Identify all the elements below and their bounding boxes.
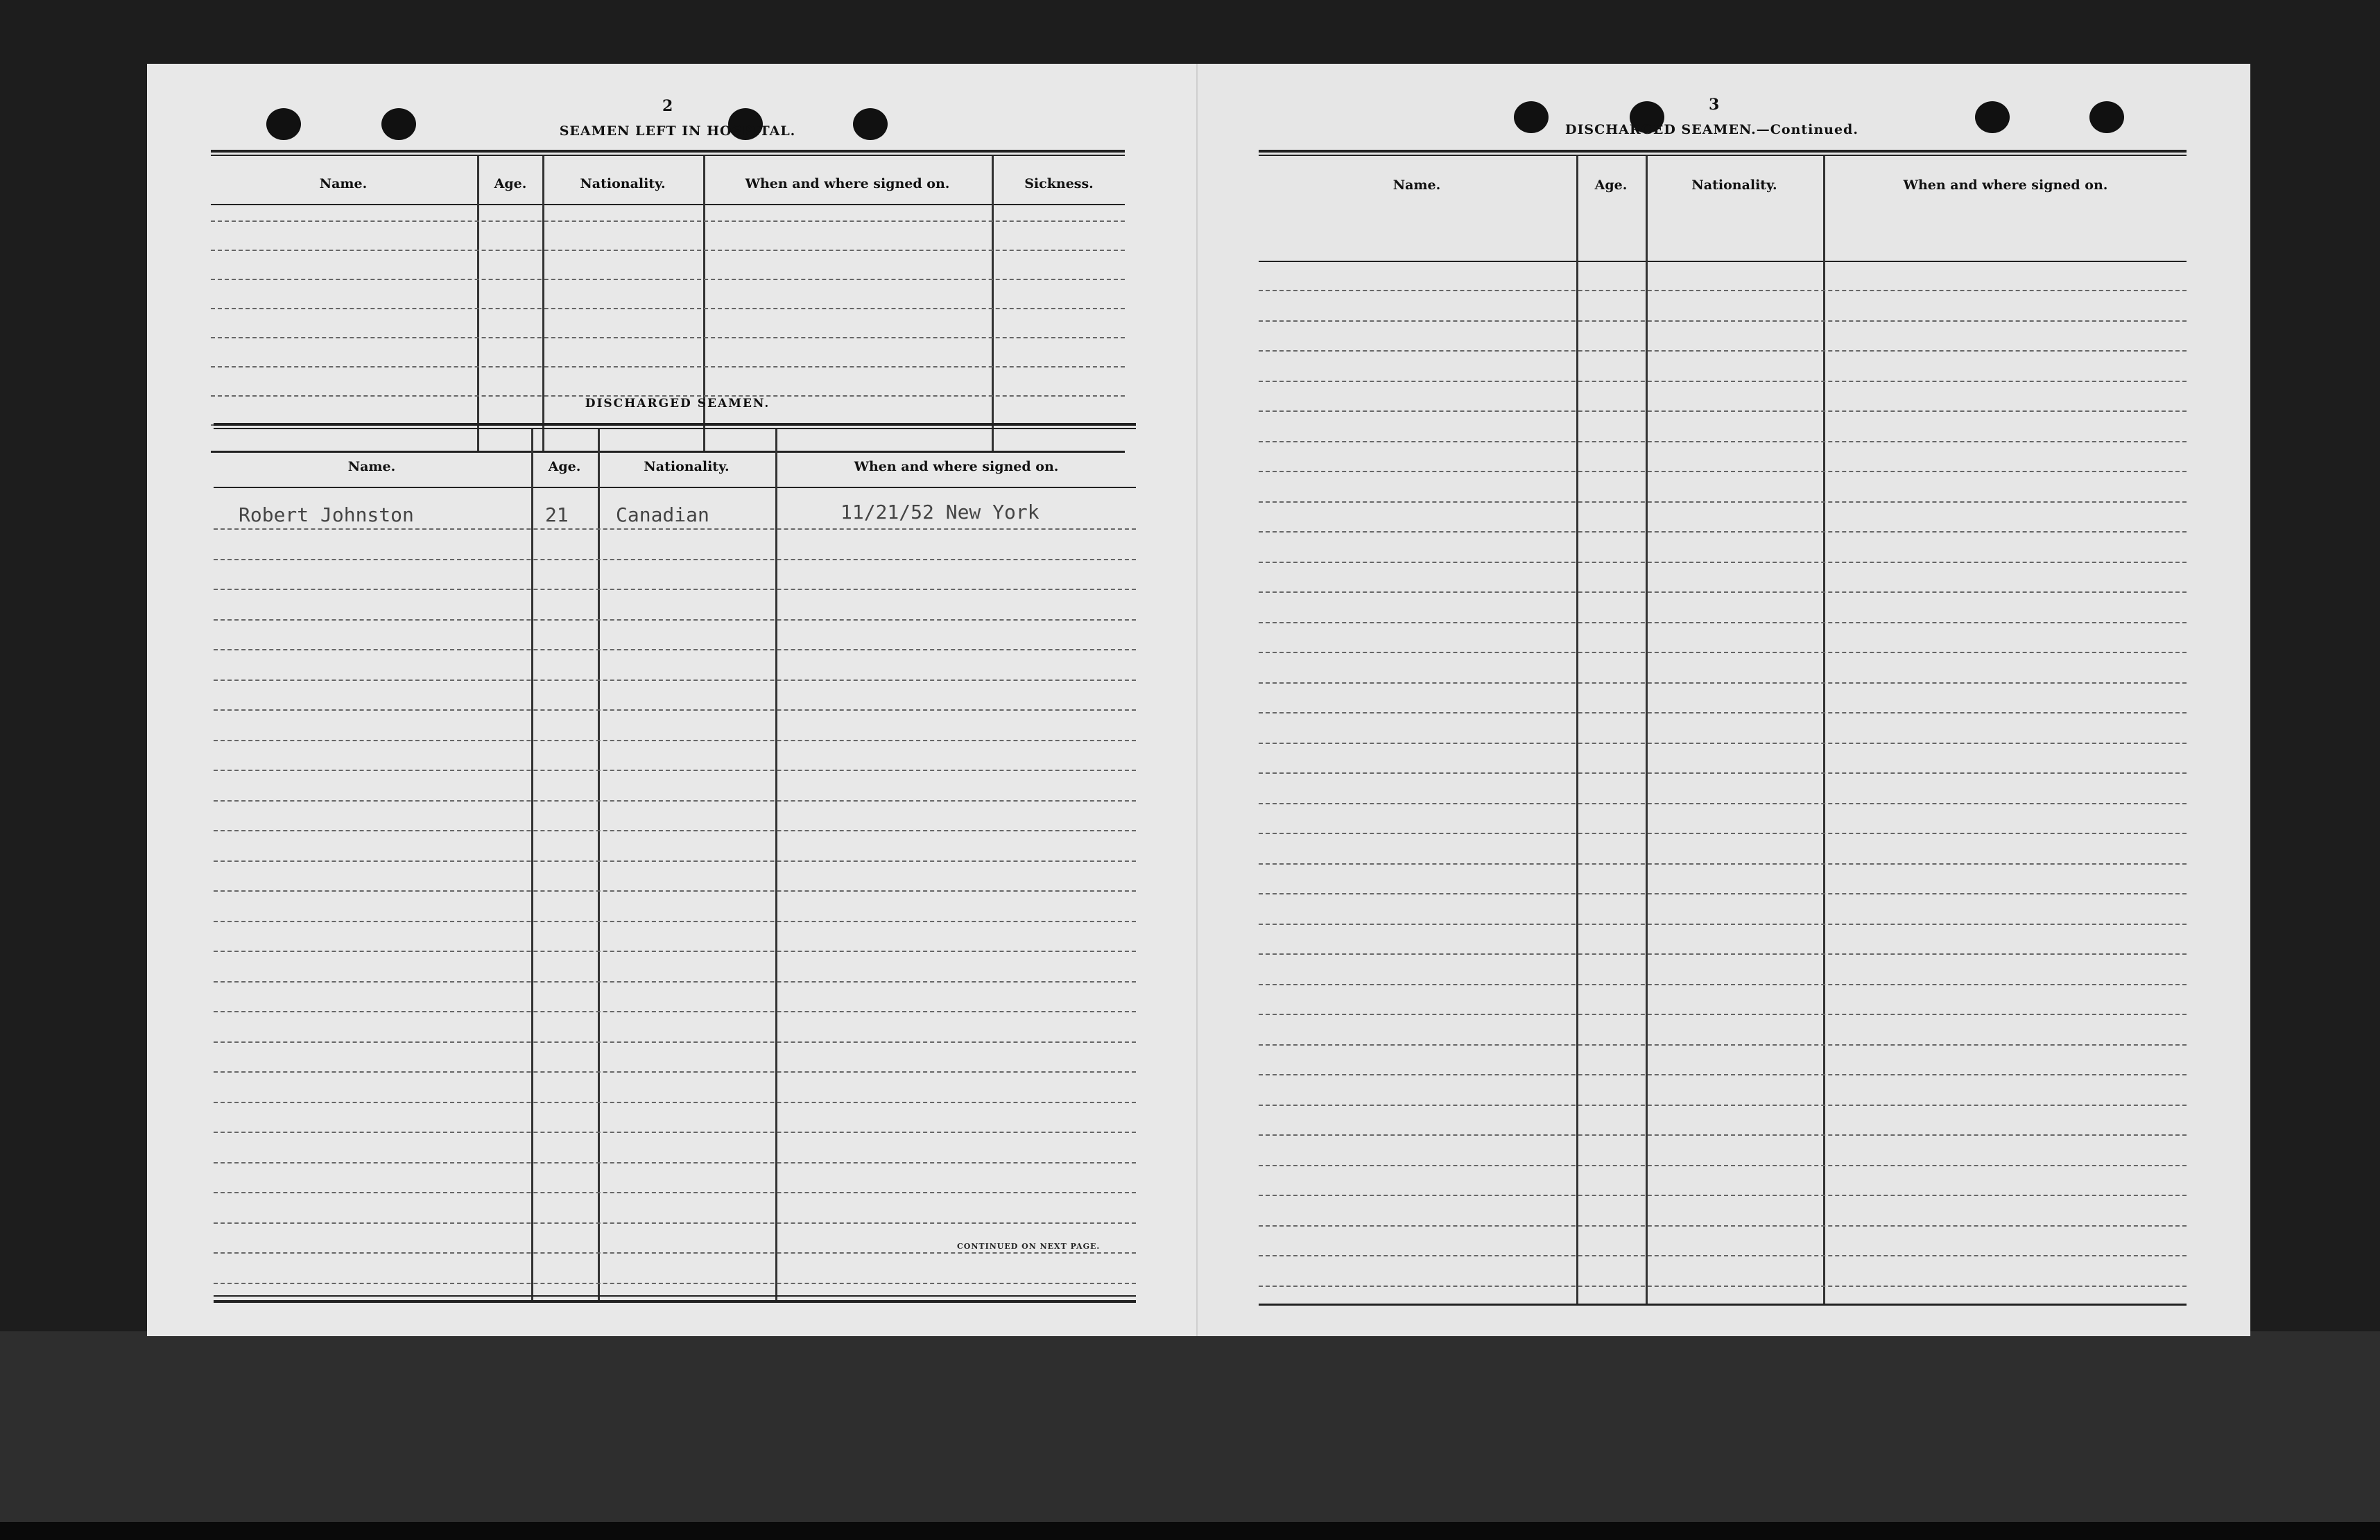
column-header-name: Name.: [347, 459, 396, 474]
column-divider: [1646, 156, 1648, 1304]
background-band: [0, 1331, 2380, 1522]
row-line: [214, 619, 1136, 621]
seaman-name: Robert Johnston: [239, 503, 414, 526]
row-line: [211, 337, 1125, 338]
discharged-table: [214, 423, 1136, 1307]
column-header-name: Name.: [1392, 178, 1441, 193]
section-title: DISCHARGED SEAMEN.—Continued.: [1565, 122, 1859, 137]
row-line: [1259, 471, 2187, 472]
row-line: [1259, 953, 2187, 955]
row-line: [214, 951, 1136, 952]
table-top-rule: [214, 428, 1136, 429]
row-line: [214, 1132, 1136, 1133]
table-top-rule: [211, 150, 1125, 153]
row-line: [214, 1283, 1136, 1284]
punch-hole: [1975, 101, 2010, 133]
background-edge: [0, 1522, 2380, 1540]
continued-note: CONTINUED ON NEXT PAGE.: [957, 1242, 1101, 1251]
table-bottom-rule: [214, 1300, 1136, 1303]
row-line: [1259, 1225, 2187, 1227]
column-header-signed-on: When and where signed on.: [1903, 178, 2108, 193]
row-line: [214, 890, 1136, 892]
table-top-rule: [211, 155, 1125, 156]
row-line: [1259, 501, 2187, 503]
table-top-rule: [1259, 150, 2187, 153]
row-line: [214, 1192, 1136, 1193]
row-line: [214, 1252, 1136, 1254]
row-line: [214, 921, 1136, 922]
row-line: [214, 740, 1136, 741]
column-header-nationality: Nationality.: [1691, 178, 1777, 193]
row-line: [214, 528, 1136, 530]
row-line: [1259, 833, 2187, 834]
row-line: [1259, 290, 2187, 291]
row-line: [1259, 1074, 2187, 1075]
column-divider: [477, 156, 479, 453]
row-line: [1259, 410, 2187, 412]
right-page: [1198, 64, 2250, 1336]
table-top-rule: [1259, 155, 2187, 156]
row-line: [214, 860, 1136, 862]
column-divider: [775, 429, 777, 1303]
row-line: [1259, 1286, 2187, 1287]
punch-hole: [381, 108, 416, 140]
page-number: 3: [1709, 96, 1720, 114]
punch-hole: [2089, 101, 2124, 133]
seaman-age: 21: [545, 503, 569, 526]
row-line: [1259, 863, 2187, 865]
column-divider: [1576, 156, 1578, 1304]
row-line: [214, 1102, 1136, 1103]
row-line: [211, 220, 1125, 222]
header-rule: [214, 487, 1136, 488]
column-header-age: Age.: [1594, 178, 1628, 193]
row-line: [211, 250, 1125, 251]
column-divider: [992, 156, 994, 453]
row-line: [1259, 1195, 2187, 1196]
row-line: [214, 1041, 1136, 1043]
table-bottom-rule: [1259, 1304, 2187, 1306]
row-line: [214, 1011, 1136, 1012]
row-line: [1259, 1014, 2187, 1015]
row-line: [1259, 1255, 2187, 1256]
row-line: [1259, 652, 2187, 653]
row-line: [1259, 803, 2187, 804]
row-line: [1259, 441, 2187, 442]
row-line: [214, 709, 1136, 711]
column-header-age: Age.: [548, 459, 581, 474]
row-line: [1259, 381, 2187, 382]
row-line: [211, 366, 1125, 367]
row-line: [1259, 591, 2187, 593]
header-rule: [211, 204, 1125, 205]
row-line: [214, 1071, 1136, 1073]
row-line: [211, 308, 1125, 309]
punch-hole: [853, 108, 888, 140]
left-page: [147, 64, 1198, 1336]
row-line: [1259, 1134, 2187, 1136]
seaman-nationality: Canadian: [616, 503, 709, 526]
column-header-signed-on: When and where signed on.: [854, 459, 1059, 474]
row-line: [214, 559, 1136, 560]
column-divider: [598, 429, 600, 1303]
row-line: [214, 981, 1136, 983]
row-line: [214, 649, 1136, 650]
row-line: [1259, 1044, 2187, 1046]
page-number: 2: [662, 97, 673, 115]
row-line: [214, 830, 1136, 831]
row-line: [214, 1162, 1136, 1163]
column-divider: [531, 429, 533, 1303]
row-line: [211, 279, 1125, 280]
column-divider: [1823, 156, 1825, 1304]
row-line: [1259, 1165, 2187, 1166]
column-divider: [542, 156, 544, 453]
row-line: [1259, 893, 2187, 894]
column-header-nationality: Nationality.: [580, 176, 666, 191]
row-line: [214, 680, 1136, 681]
column-header-sickness: Sickness.: [1024, 176, 1094, 191]
row-line: [214, 589, 1136, 590]
row-line: [1259, 531, 2187, 533]
discharged-continued-table: [1259, 150, 2187, 1312]
punch-hole: [1514, 101, 1549, 133]
punch-hole: [266, 108, 301, 140]
row-line: [1259, 772, 2187, 774]
row-line: [1259, 743, 2187, 744]
column-header-nationality: Nationality.: [644, 459, 730, 474]
hospital-section-title: SEAMEN LEFT IN HOSPITAL.: [559, 123, 796, 139]
discharged-section-title: DISCHARGED SEAMEN.: [585, 397, 770, 410]
row-line: [1259, 1105, 2187, 1106]
row-line: [1259, 350, 2187, 352]
seaman-signed-on: 11/21/52 New York: [840, 501, 1040, 524]
row-line: [1259, 622, 2187, 623]
column-header-name: Name.: [319, 176, 368, 191]
row-line: [1259, 320, 2187, 322]
column-header-age: Age.: [494, 176, 527, 191]
row-line: [1259, 924, 2187, 925]
row-line: [214, 800, 1136, 802]
row-line: [214, 1222, 1136, 1224]
row-line: [1259, 984, 2187, 985]
row-line: [214, 770, 1136, 771]
column-header-signed-on: When and where signed on.: [745, 176, 950, 191]
row-line: [1259, 712, 2187, 713]
row-line: [1259, 682, 2187, 684]
row-line: [1259, 562, 2187, 563]
table-top-rule: [214, 423, 1136, 426]
table-bottom-rule: [214, 1295, 1136, 1297]
header-rule: [1259, 261, 2187, 262]
